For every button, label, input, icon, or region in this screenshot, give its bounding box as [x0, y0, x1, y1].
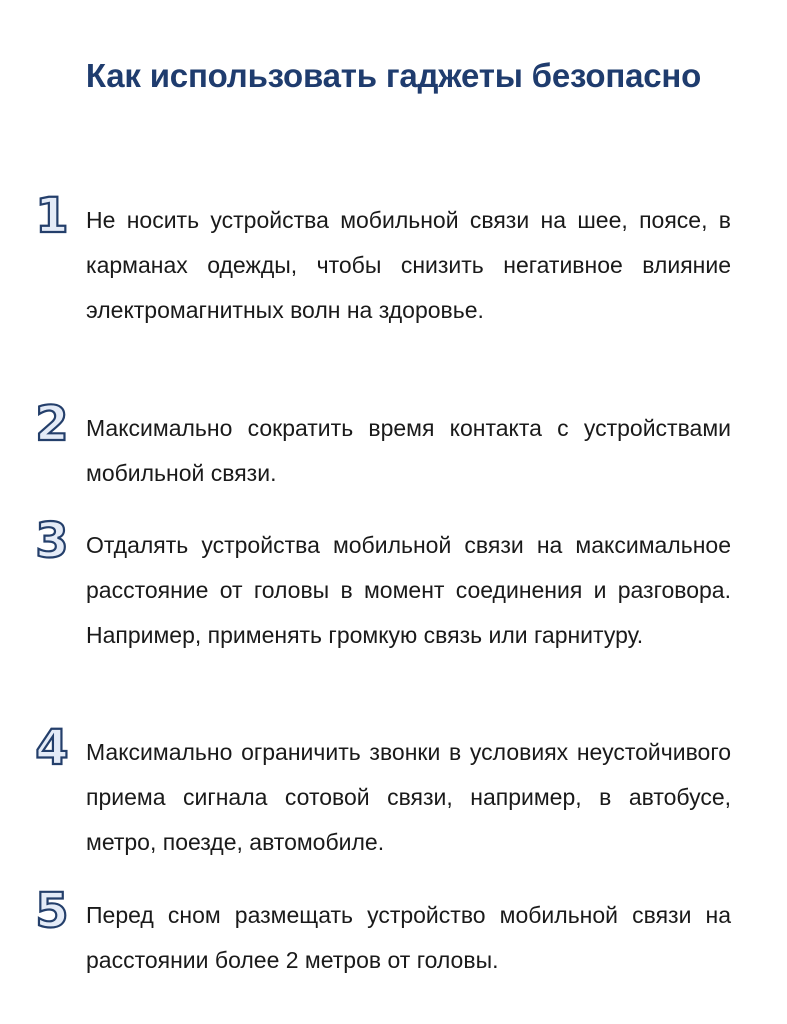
- number-4-icon: 4: [35, 720, 69, 776]
- number-3-icon: 3: [35, 513, 69, 569]
- item-2-text: Максимально сократить время контакта с устройствами мобильной связи.: [86, 415, 731, 486]
- item-3-text: Отдалять устройства мобильной связи на максимальное расстояние от головы в момент соединения и разговора. Например, применять громкую связь или гарнитуру.: [86, 532, 731, 648]
- item-1-text: Не носить устройства мобильной связи на шее, поясе, в карманах одежды, чтобы снизить негативное влияние электромагнитных волн на здоровье.: [86, 207, 731, 323]
- item-5-text: Перед сном размещать устройство мобильной связи на расстоянии более 2 метров от головы.: [86, 902, 731, 973]
- page-title: Как использовать гаджеты безопасно: [85, 57, 702, 94]
- item-4-text: Максимально ограничить звонки в условиях неустойчивого приема сигнала сотовой связи, например, в автобусе, метро, поезде, автомобиле.: [86, 739, 731, 855]
- number-5-icon: 5: [35, 883, 69, 939]
- number-2-icon: 2: [35, 396, 69, 452]
- number-1-icon: 1: [35, 188, 69, 244]
